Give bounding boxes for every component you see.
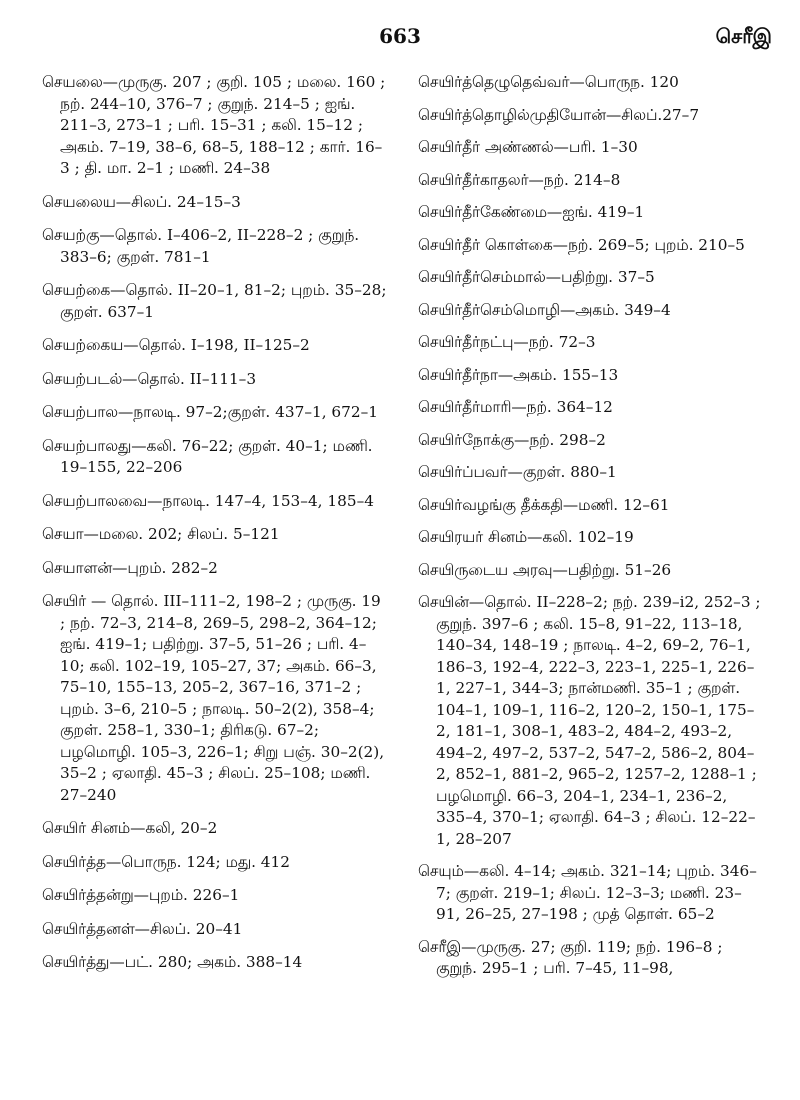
entry-headword: செயிர்தீர் கொள்கை xyxy=(418,235,553,254)
entry-headword: செயலை xyxy=(42,73,103,91)
entry-references: —மணி. 12–61 xyxy=(562,495,670,514)
entry-references: —கலி, 20–2 xyxy=(130,819,218,837)
entry-headword: செயிருடைய அரவு xyxy=(418,560,553,579)
entry-headword: செயிர்தீர் அண்ணல் xyxy=(418,138,554,156)
index-entry xyxy=(42,558,387,580)
entry-headword: செயாளன் xyxy=(42,558,113,577)
entry-references: —பொருந. 120 xyxy=(569,73,679,91)
index-entry xyxy=(42,192,387,214)
index-entry xyxy=(42,402,387,424)
entry-references: —புறம். 226–1 xyxy=(133,886,240,904)
entry-references: —சிலப். 24–15–3 xyxy=(115,192,241,211)
entry-references: —பதிற்று. 37–5 xyxy=(545,268,655,286)
entry-headword: செயிர்தீர்காதலர் xyxy=(418,170,529,189)
index-entry xyxy=(418,937,763,980)
index-entry xyxy=(418,495,763,517)
index-entry xyxy=(418,560,763,582)
entry-headword: செயிர்த்தொழில்முதியோன் xyxy=(418,105,606,124)
running-head: செரீஇ xyxy=(715,24,772,48)
index-entry xyxy=(418,72,763,94)
entry-references: —புறம். 282–2 xyxy=(112,558,218,577)
entry-headword: செயிர்தீர்செம்மால் xyxy=(418,268,546,286)
entry-references: —குறள். 880–1 xyxy=(507,463,617,481)
entry-references: —கலி. 76–22; குறள். 40–1; மணி. 19–155, 22–206 xyxy=(60,436,373,476)
entry-headword: செயிர்தீர்கேண்மை xyxy=(418,203,547,221)
entry-headword: செயிர்தீர்நட்பு xyxy=(418,333,514,351)
entry-headword: செயிர்த்து xyxy=(42,953,110,971)
entry-references: —நற். 298–2 xyxy=(514,430,606,449)
index-entry xyxy=(42,280,387,323)
entry-headword: செயிர் சினம் xyxy=(42,819,131,837)
index-entry xyxy=(42,591,387,806)
index-entry xyxy=(418,235,763,257)
entry-references: —பொருந. 124; மது. 412 xyxy=(106,852,291,871)
entry-references: —ஐங். 419–1 xyxy=(546,203,645,221)
entry-headword: செயிர்வழங்கு தீக்கதி xyxy=(418,495,563,514)
entry-references: —நாலடி. 147–4, 153–4, 185–4 xyxy=(147,491,374,510)
entry-references: —தொல். II–228–2; நற். 239–i2, 252–3 ; குறுந். 397–6 ; கலி. 15–8, 91–22, 113–18, 140–34, 148–19 ; நாலடி. 4–2, 69–2, 76–1, 186–3, 192–4, 222–3, 223–1, 225–1, 226–1, 227–1, 344–3; நான்மணி. 35–1 ; குறள். 104–1, 109–1, 116–2, 120–2, 150–1, 175–2, 181–1, 308–1, 483–2, 484–2, 493–2, 494–2, 497–2, 537–2, 547–2, 586–2, 804–2, 852–1, 881–2, 965–2, 1257–2, 1288–1 ; பழமொழி. 66–3, 204–1, 234–1, 236–2, 335–4, 370–1; ஏலாதி. 64–3 ; சிலப். 12–22–1, 28–207 xyxy=(436,593,761,848)
entry-headword: செயற்கைய xyxy=(42,336,124,354)
entry-references: —அகம். 155–13 xyxy=(497,365,619,384)
entry-references: —அகம். 349–4 xyxy=(559,300,671,319)
entry-references: —பதிற்று. 51–26 xyxy=(552,560,672,579)
entry-headword: செயலைய xyxy=(42,192,116,211)
index-entry xyxy=(418,332,763,354)
index-entry xyxy=(42,885,387,907)
entry-headword: செயின் xyxy=(418,593,469,611)
entry-references: —நற். 72–3 xyxy=(513,333,596,351)
entry-references: —நற். 364–12 xyxy=(511,398,613,416)
entry-headword: செயிர் xyxy=(42,592,87,610)
index-entry xyxy=(418,861,763,926)
entry-references: —முருகு. 207 ; குறி. 105 ; மலை. 160 ; நற். 244–10, 376–7 ; குறுந். 214–5 ; ஐங். 211–3, 273–1 ; பரி. 15–31 ; கலி. 15–12 ; அகம். 7–19, 38–6, 68–5, 188–12 ; கார். 16–3 ; தி. மா. 2–1 ; மணி. 24–38 xyxy=(60,73,386,177)
entry-headword: செயற்பாலது xyxy=(42,436,132,455)
entry-headword: செயும் xyxy=(418,862,464,880)
entry-references: —தொல். II–111–3 xyxy=(122,369,257,388)
entry-references: —கலி. 102–19 xyxy=(527,528,634,546)
entry-headword: செயிர்தீர்மாரி xyxy=(418,398,512,416)
entry-references: —நாலடி. 97–2;குறள். 437–1, 672–1 xyxy=(117,403,379,421)
entry-headword: செயற்படல் xyxy=(42,369,123,388)
index-entry xyxy=(418,267,763,289)
index-entry xyxy=(42,852,387,874)
entry-headword: செயிர்தீர்செம்மொழி xyxy=(418,300,560,319)
index-entry xyxy=(42,491,387,513)
entry-headword: செயற்கு xyxy=(42,226,100,244)
entry-headword: செயிர்த்த xyxy=(42,852,106,871)
index-entry xyxy=(418,300,763,322)
index-entry xyxy=(418,397,763,419)
entry-headword: செயற்பாலவை xyxy=(42,491,148,510)
entry-references: —நற். 214–8 xyxy=(528,170,621,189)
index-entry xyxy=(42,524,387,546)
entry-references: —நற். 269–5; புறம். 210–5 xyxy=(552,235,745,254)
index-entry xyxy=(42,72,387,180)
index-entry xyxy=(42,369,387,391)
entry-references: —தொல். I–198, II–125–2 xyxy=(123,336,310,354)
index-entry xyxy=(42,919,387,941)
page-number: 663 xyxy=(379,24,421,48)
index-entry xyxy=(418,137,763,159)
index-entry xyxy=(42,818,387,840)
index-entry xyxy=(418,365,763,387)
entry-headword: செயிர்ப்பவர் xyxy=(418,463,508,481)
entry-headword: செயா xyxy=(42,525,84,543)
entry-headword: செயற்கை xyxy=(42,281,111,299)
entry-headword: செயிர்த்தன்று xyxy=(42,886,134,904)
index-entry xyxy=(418,527,763,549)
right-column xyxy=(418,72,763,991)
entry-references: —சிலப். 20–41 xyxy=(134,919,243,938)
entry-references: —பரி. 1–30 xyxy=(553,138,638,156)
index-entry xyxy=(42,952,387,974)
index-entry xyxy=(418,170,763,192)
left-column xyxy=(42,72,387,986)
index-entry xyxy=(418,592,763,850)
index-entry xyxy=(418,430,763,452)
index-entry xyxy=(42,436,387,479)
entry-headword: செரீஇ xyxy=(418,937,462,956)
entry-references: —கலி. 4–14; அகம். 321–14; புறம். 346–7; குறள். 219–1; சிலப். 12–3–3; மணி. 23–91, 26–25, 27–198 ; முத் தொள். 65–2 xyxy=(436,862,757,923)
entry-references: — தொல். III–111–2, 198–2 ; முருகு. 19 ; நற். 72–3, 214–8, 269–5, 298–2, 364–12; ஐங். 419–1; பதிற்று. 37–5, 51–26 ; பரி. 4–10; கலி. 102–19, 105–27, 37; அகம். 66–3, 75–10, 155–13, 205–2, 367–16, 371–2 ; புறம். 3–6, 210–5 ; நாலடி. 50–2(2), 358–4; குறள். 258–1, 330–1; திரிகடு. 67–2; பழமொழி. 105–3, 226–1; சிறு பஞ். 30–2(2), 35–2 ; ஏலாதி. 45–3 ; சிலப். 25–108; மணி. 27–240 xyxy=(60,592,385,804)
entry-headword: செயிரயர் சினம் xyxy=(418,528,528,546)
index-entry xyxy=(418,202,763,224)
index-entry xyxy=(418,462,763,484)
index-entry xyxy=(418,105,763,127)
index-entry xyxy=(42,225,387,268)
entry-headword: செயிர்நோக்கு xyxy=(418,430,515,449)
entry-references: —தொல். I–406–2, II–228–2 ; குறுந். 383–6; குறள். 781–1 xyxy=(60,226,360,266)
entry-references: —பட். 280; அகம். 388–14 xyxy=(109,953,303,971)
entry-references: —தொல். II–20–1, 81–2; புறம். 35–28; குறள். 637–1 xyxy=(60,281,387,321)
entry-headword: செயிர்த்தெழுதெவ்வர் xyxy=(418,73,570,91)
entry-headword: செயிர்தீர்நா xyxy=(418,365,498,384)
entry-references: —சிலப்.27–7 xyxy=(605,105,700,124)
entry-headword: செயற்பால xyxy=(42,403,118,421)
entry-references: —மலை. 202; சிலப். 5–121 xyxy=(83,525,280,543)
entry-references: —முருகு. 27; குறி. 119; நற். 196–8 ; குறுந். 295–1 ; பரி. 7–45, 11–98, xyxy=(436,937,723,977)
index-entry xyxy=(42,335,387,357)
entry-headword: செயிர்த்தனள் xyxy=(42,919,135,938)
